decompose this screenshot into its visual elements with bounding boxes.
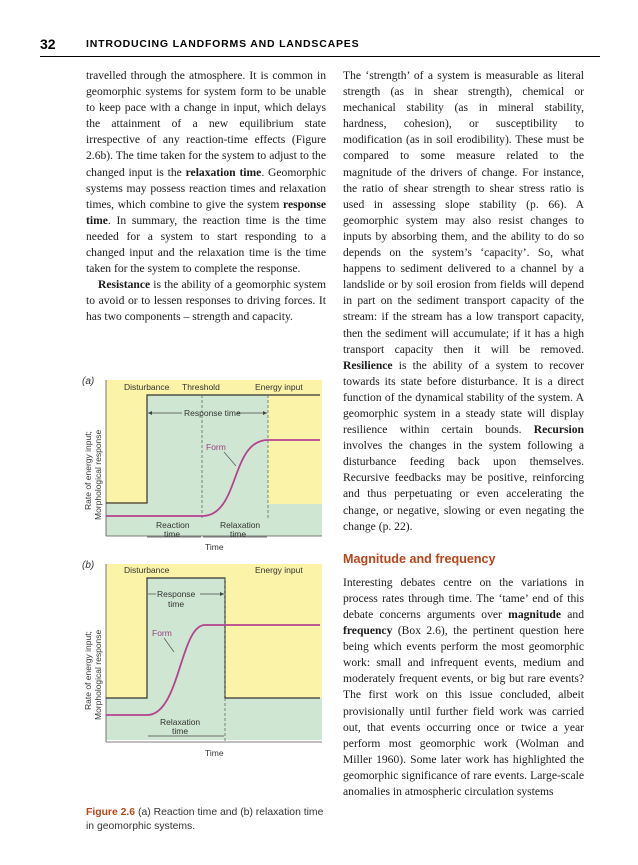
left-column xyxy=(86,68,326,326)
panel-b-relaxation-label-1: Relaxation xyxy=(160,717,201,727)
panel-a-y-axis-label-2: Morphological response xyxy=(93,429,103,520)
panel-b-disturbance-label: Disturbance xyxy=(124,565,170,575)
panel-a-form-label: Form xyxy=(206,442,226,452)
panel-a-reaction-label-2: time xyxy=(164,529,181,539)
panel-b-response-label-2: time xyxy=(168,599,185,609)
term-recursion: Recursion xyxy=(533,423,584,437)
section-title: Magnitude and frequency xyxy=(343,551,496,566)
right-paragraph-1: The ‘strength’ of a system is measurable as literal strength (as in shear strength), chemical or mechanical stability (as in mineral stability, hardness, cohesion), or susceptibility to modification (as in soil erodibility). These must be compared to some measure related to the magnitude of the drivers of change. For instance, the ratio of shear strength to shear stress ratio is used in assessing slope stability (p. 66). A geomorphic system may also resist changes to inputs by absorbing them, and the ability to do so depends on the system’s ‘capacity’. So, what happens to sediment delivered to a channel by a landslide or by soil erosion from fields will depend in part on the sediment transport capacity of the stream: if the stream has a low transport capacity, then the sediment will accumulate; if it has a high transport capacity then it will be removed. Resilience is the ability of a system to recover towards its state before disturbance. It is a direct function of the dynamical stability of the system. A geomorphic system in a steady state will display resilience within certain bounds. Recursion involves the changes in the system following a disturbance feeding back upon themselves. Recursive feedbacks may be positive, reinforcing and thus perpetuating or even accelerating the change, or negative, slowing or even negating the change (p. 22). xyxy=(343,69,584,533)
term-resistance: Resistance xyxy=(98,278,151,292)
panel-a-energy-input-label: Energy input xyxy=(255,382,303,392)
panel-a-lower-band xyxy=(106,504,322,536)
panel-b xyxy=(82,560,322,758)
figure-label: Figure 2.6 xyxy=(86,807,136,818)
term-relaxation-time: relaxation time xyxy=(185,165,262,179)
caption-text: (a) Reaction time and (b) relaxation time in geomorphic systems. xyxy=(86,807,324,832)
figure-caption xyxy=(86,806,326,834)
panel-a-relaxation-label-2: time xyxy=(230,529,247,539)
panel-a-response-time-label: Response time xyxy=(184,408,241,418)
panel-b-response-label-1: Response xyxy=(157,589,196,599)
panel-b-y-axis-label-1: Rate of energy input; xyxy=(83,631,93,710)
term-magnitude: magnitude xyxy=(508,608,561,621)
running-head: INTRODUCING LANDFORMS AND LANDSCAPES xyxy=(86,38,360,50)
panel-a-threshold-label: Threshold xyxy=(182,382,220,392)
panel-b-x-axis-label: Time xyxy=(205,748,224,758)
panel-a-disturbance-label: Disturbance xyxy=(124,382,170,392)
panel-b-form-label: Form xyxy=(152,628,172,638)
left-paragraph-2: Resistance is the ability of a geomorphic system to avoid or to lessen responses to driving forces. It has two components – strength and capacity. xyxy=(86,278,326,324)
panel-a-x-axis-label: Time xyxy=(205,542,224,552)
panel-b-label: (b) xyxy=(82,560,95,571)
term-response-time: response time xyxy=(86,197,326,227)
figure-2-6 xyxy=(80,370,328,765)
panel-a-label: (a) xyxy=(82,376,95,387)
page-number: 32 xyxy=(40,36,56,52)
panel-a-relaxation-label-1: Relaxation xyxy=(220,520,261,530)
panel-b-lower-band xyxy=(106,698,322,740)
panel-b-energy-input-label: Energy input xyxy=(255,565,303,575)
right-paragraph-2: Interesting debates centre on the variations in process rates through time. The ‘tame’ end of this debate concerns arguments over magnitude and frequency (Box 2.6), the pertinent question here being which events perform the most geomorphic work: small and infrequent events, medium and moderately frequent events, or big but rare events? The first work on this issue concluded, albeit provisionally until further field work was carried out, that events occurring once or twice a year perform most geomorphic work (Wolman and Miller 1960). Some later work has highlighted the geomorphic significance of rare events. Large-scale anomalies in atmospheric circulation systems xyxy=(343,575,584,799)
term-frequency: frequency xyxy=(343,624,393,638)
term-resilience: Resilience xyxy=(343,358,393,372)
panel-a-reaction-label-1: Reaction xyxy=(156,520,190,530)
right-column xyxy=(343,68,584,800)
panel-a xyxy=(82,376,322,552)
page-header xyxy=(40,36,600,57)
panel-b-y-axis-label-2: Morphological response xyxy=(93,629,103,720)
panel-b-relaxation-label-2: time xyxy=(172,726,189,736)
left-paragraph-1: travelled through the atmosphere. It is common in geomorphic systems for system form to be unable to keep pace with a change in input, which delays the attainment of a new equilibrium state irrespective of any reaction-time effects (Figure 2.6b). The time taken for the system to adjust to the changed input is the relaxation time. Geomorphic systems may possess reaction times and relaxation times, which combine to give the system response time. In summary, the reaction time is the time needed for a system to start responding to a changed input and the relaxation time is the time taken for the system to complete the response. xyxy=(86,69,326,276)
panel-a-y-axis-label-1: Rate of energy input; xyxy=(83,431,93,510)
